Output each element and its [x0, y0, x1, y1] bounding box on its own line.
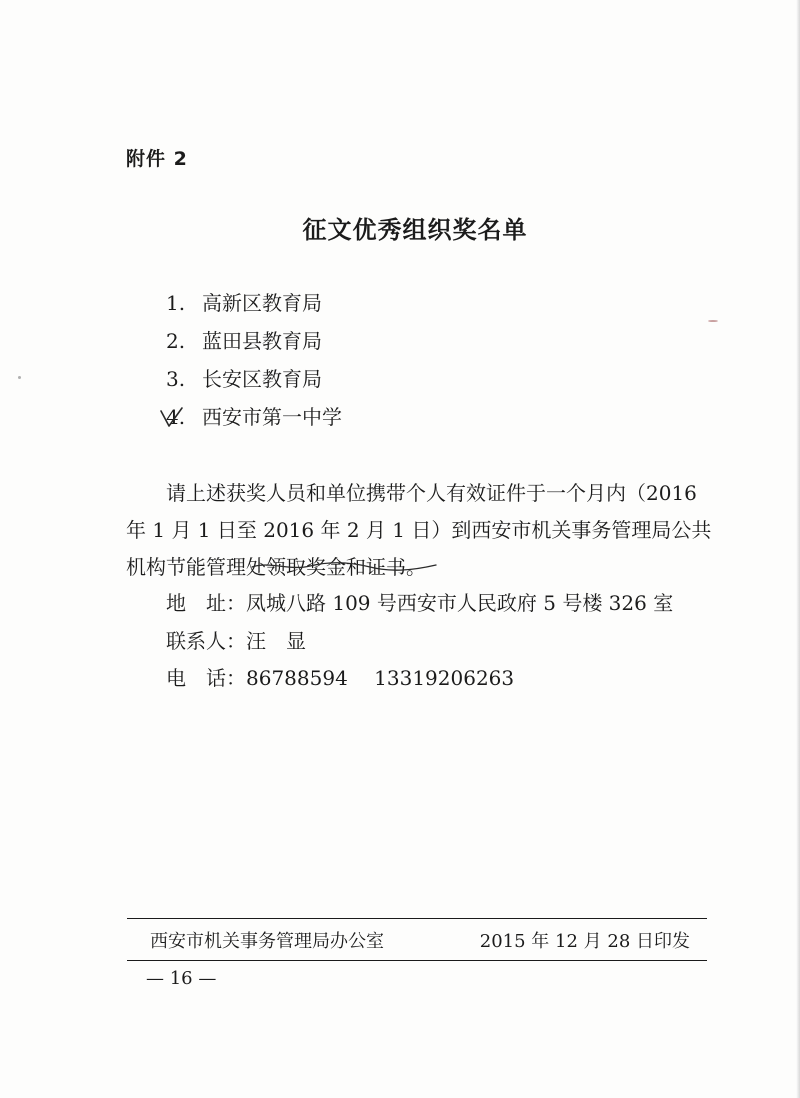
list-item-name: 高新区教育局 — [202, 291, 322, 315]
scan-speck — [18, 376, 21, 379]
scan-speck — [708, 320, 718, 322]
handwritten-check-icon — [158, 402, 188, 432]
list-item — [166, 288, 342, 326]
document-title: 征文优秀组织奖名单 — [302, 215, 528, 244]
contact-person — [166, 626, 306, 656]
phone-value: 86788594 13319206263 — [246, 666, 515, 690]
issue-date: 2015 年 12 月 28 日印发 — [479, 931, 690, 952]
list-item — [166, 364, 342, 402]
page-number: — 16 — — [146, 968, 217, 989]
person-value: 汪 显 — [246, 629, 306, 653]
award-list — [166, 288, 342, 440]
list-item-name: 蓝田县教育局 — [202, 329, 322, 353]
list-item-number: 2. — [166, 329, 186, 353]
scan-edge — [796, 0, 800, 1098]
address-value: 凤城八路 109 号西安市人民政府 5 号楼 326 室 — [246, 591, 674, 615]
person-label: 联系人： — [166, 629, 246, 653]
list-item-name: 西安市第一中学 — [202, 405, 342, 429]
address-label: 地 址： — [166, 591, 246, 615]
list-item-number: 3. — [166, 367, 186, 391]
list-item — [166, 326, 342, 364]
handwritten-underline — [250, 559, 440, 573]
footer-divider-bottom — [127, 960, 707, 961]
footer-divider-top — [127, 918, 707, 919]
list-item-number: 4. — [166, 405, 186, 429]
list-item-name: 长安区教育局 — [202, 367, 322, 391]
issuing-office: 西安市机关事务管理局办公室 — [150, 931, 384, 952]
notice-paragraph: 请上述获奖人员和单位携带个人有效证件于一个月内（2016 年 1 月 1 日至 2016 年 2 月 1 日）到西安市机关事务管理局公共机构节能管理处领取奖金和证书。 — [126, 481, 712, 579]
list-item-number: 1. — [166, 291, 186, 315]
list-item — [166, 402, 342, 440]
contact-phone — [166, 663, 514, 693]
contact-address — [166, 588, 673, 618]
phone-label: 电 话： — [166, 666, 246, 690]
attachment-label: 附件 2 — [126, 148, 188, 170]
